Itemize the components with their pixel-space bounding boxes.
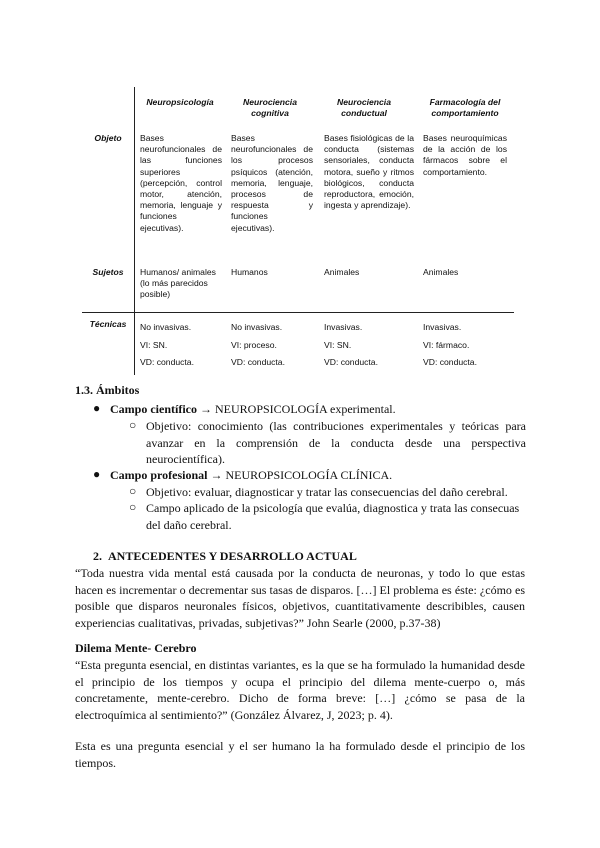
tecnicas-cell-neuropsicologia: No invasivas. VI: SN. VD: conducta. — [140, 322, 194, 367]
sujetos-cell-farmacologia: Animales — [423, 267, 459, 277]
ambito-item-cientifico: Campo científico → NEUROPSICOLOGÍA experimental. — [110, 402, 396, 416]
gonzalez-quote: “Esta pregunta esencial, en distintas variantes, es la que se ha formulado la humanidad desde el principio de los tiempos y ocupa el principio del dilema mente-cuerpo o, más concretamente, mente-cerebro. Dicho de forma breve: […] ¿cómo se pasa de la electroquímica al sentimiento?” (González Álvarez, J, 2023; p. 4). — [75, 658, 525, 722]
row-label-objeto: Objeto — [94, 133, 122, 143]
section2-heading: ANTECEDENTES Y DESARROLLO ACTUAL — [108, 549, 357, 563]
table-horizontal-divider — [82, 312, 514, 313]
tecnicas-cell-farmacologia: Invasivas. VI: fármaco. VD: conducta. — [423, 322, 477, 367]
bullet-icon: ● — [93, 467, 101, 481]
ambito-item-profesional: Campo profesional → NEUROPSICOLOGÍA CLÍNICA. — [110, 468, 393, 482]
objeto-cell-neurociencia-conductual: Bases fisiológicas de la conducta (sistemas sensoriales, conducta motora, sueño y ritmos biológicos, conducta reproductora, emoción, ingesta y aprendizaje). — [324, 133, 414, 211]
header-neurociencia-conductual: Neurociencia conductual — [337, 97, 391, 118]
searle-quote: “Toda nuestra vida mental está causada por la conducta de neuronas, y todo lo que estas hacen es incrementar o decrementar sus tasas de disparos. […] El problema es éste: ¿cómo es posible que disparos neuronales físicos, objetivos, cuantitativamente describibles, causen experiencias cualitativas, privadas, subjetivas?” John Searle (2000, p.37-38) — [75, 566, 525, 630]
sujetos-cell-neurociencia-conductual: Animales — [324, 267, 360, 277]
tecnicas-cell-neurociencia-conductual: Invasivas. VI: SN. VD: conducta. — [324, 322, 378, 367]
header-neurociencia-cognitiva: Neurociencia cognitiva — [243, 97, 297, 118]
sujetos-cell-neurociencia-cognitiva: Humanos — [231, 267, 268, 277]
bullet-icon: ● — [93, 401, 101, 415]
tecnicas-cell-neurociencia-cognitiva: No invasivas. VI: proceso. VD: conducta. — [231, 322, 285, 367]
header-neuropsicologia: Neuropsicología — [146, 97, 214, 107]
section2-number: 2. — [93, 549, 102, 563]
objeto-cell-neuropsicologia: Bases neurofuncionales de las funciones superiores (percepción, control motor, atención, memoria, lenguaje y funciones ejecutivas). — [140, 133, 222, 233]
circle-bullet-icon: ○ — [129, 500, 137, 514]
ambito-profesional-objetivo: Objetivo: evaluar, diagnosticar y tratar las consecuencias del daño cerebral. — [146, 485, 508, 499]
dilema-heading: Dilema Mente- Cerebro — [75, 641, 197, 655]
objeto-cell-farmacologia: Bases neuroquímicas de la acción de los fármacos sobre el comportamiento. — [423, 133, 507, 177]
row-label-sujetos: Sujetos — [92, 267, 124, 277]
header-farmacologia: Farmacología del comportamiento — [429, 97, 501, 118]
closing-paragraph: Esta es una pregunta esencial y el ser humano la ha formulado desde el principio de los tiempos. — [75, 739, 525, 770]
ambito-cientifico-objetivo: Objetivo: conocimiento (las contribuciones experimentales y teóricas para avanzar en la comprensión de la conducta desde una perspectiva neurocientífica). — [146, 419, 526, 466]
ambitos-heading: 1.3. Ámbitos — [75, 383, 140, 397]
circle-bullet-icon: ○ — [129, 418, 137, 432]
ambito-profesional-campo: Campo aplicado de la psicología que evalúa, diagnostica y trata las consecuas del daño cerebral. — [146, 501, 520, 532]
row-label-tecnicas: Técnicas — [89, 319, 127, 329]
circle-bullet-icon: ○ — [129, 484, 137, 498]
sujetos-cell-neuropsicologia: Humanos/ animales (lo más parecidos posible) — [140, 267, 216, 300]
objeto-cell-neurociencia-cognitiva: Bases neurofuncionales de los procesos psíquicos (atención, memoria, lenguaje, procesos de respuesta y funciones ejecutivas). — [231, 133, 313, 233]
